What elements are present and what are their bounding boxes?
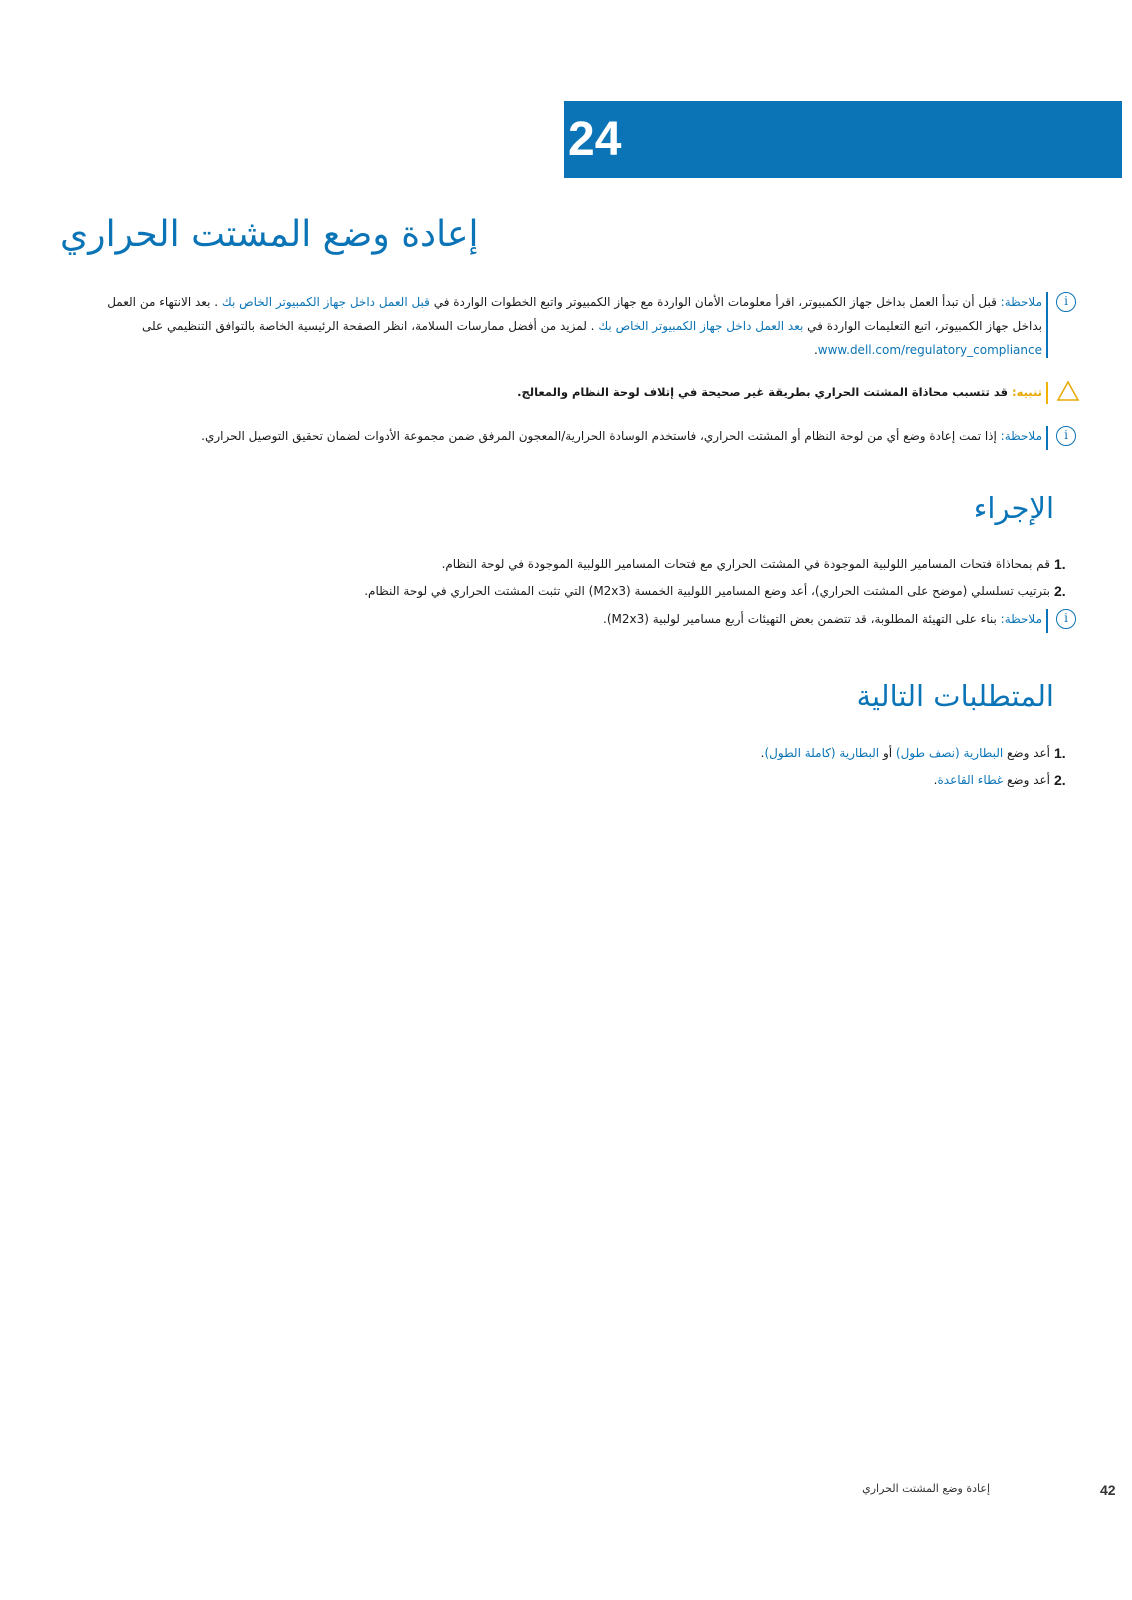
note-text: بناء على التهيئة المطلوبة، قد تتضمن بعض التهيئات أربع مسامير لولبية (M2x3). (603, 612, 1001, 626)
footer-title: إعادة وضع المشتت الحراري (862, 1482, 990, 1495)
step-number: 2. (1054, 583, 1066, 599)
page-number: 42 (1100, 1482, 1116, 1498)
note-text: . لمزيد من أفضل ممارسات السلامة، انظر الصفحة الرئيسية الخاصة بالتوافق التنظيمي على (142, 319, 595, 333)
link-battery-half[interactable]: البطارية (نصف طول) (895, 746, 1004, 760)
warning-triangle-icon (1056, 380, 1080, 402)
link-battery-full[interactable]: البطارية (كاملة الطول) (764, 746, 880, 760)
note-label: ملاحظة: (1000, 612, 1042, 626)
step-text: أو (879, 746, 896, 760)
procedure-heading: الإجراء (973, 491, 1054, 525)
note-bar (1046, 609, 1048, 633)
chapter-number-banner (564, 101, 1122, 178)
link-regulatory-compliance[interactable]: www.dell.com/regulatory_compliance (817, 343, 1042, 357)
page-title: إعادة وضع المشتت الحراري (60, 214, 479, 255)
info-icon: i (1056, 426, 1076, 446)
note-bar (1046, 292, 1048, 358)
post-requisites-heading: المتطلبات التالية (856, 679, 1054, 713)
step-number: 1. (1054, 745, 1066, 761)
note-screws (90, 607, 1068, 631)
step-number: 1. (1054, 556, 1066, 572)
note-text: إذا تمت إعادة وضع أي من لوحة النظام أو المشتت الحراري، فاستخدم الوسادة الحرارية/المعجون المرفق ضمن مجموعة الأدوات لضمان تحقيق التوصيل الحراري. (201, 429, 1001, 443)
note-text: . بعد الانتهاء من العمل بداخل جهاز الكمبيوتر، اتبع التعليمات الواردة في (107, 295, 1042, 333)
note-label: ملاحظة: (1000, 295, 1042, 309)
caution-label: تنبيه: (1012, 385, 1042, 399)
link-base-cover[interactable]: غطاء القاعدة (937, 773, 1004, 787)
link-before-working[interactable]: قبل العمل داخل جهاز الكمبيوتر الخاص بك (221, 295, 430, 309)
post-step-2: 2. أعد وضع غطاء القاعدة. (60, 769, 1050, 791)
step-text: بترتيب تسلسلي (موضح على المشتت الحراري)، أعد وضع المسامير اللولبية الخمسة (M2x3) التي تثبت المشتت الحراري في لوحة النظام. (364, 584, 1050, 598)
info-icon: i (1056, 609, 1076, 629)
caution-block (90, 380, 1050, 404)
info-icon: i (1056, 292, 1076, 312)
step-text: قم بمحاذاة فتحات المسامير اللولبية الموجودة في المشتت الحراري مع فتحات المسامير اللولبية الموجودة في لوحة النظام. (441, 557, 1050, 571)
post-step-1: 1. أعد وضع البطارية (نصف طول) أو البطارية (كاملة الطول). (60, 742, 1050, 764)
procedure-step-2 (60, 580, 1066, 602)
caution-text: قد تتسبب محاذاة المشتت الحراري بطريقة غير صحيحة في إتلاف لوحة النظام والمعالج. (517, 385, 1013, 399)
note-thermal-pad (90, 424, 1068, 448)
link-after-working[interactable]: بعد العمل داخل جهاز الكمبيوتر الخاص بك (598, 319, 804, 333)
step-text: أعد وضع (1003, 773, 1050, 787)
note-label: ملاحظة: (1000, 429, 1042, 443)
step-text: أعد وضع (1003, 746, 1050, 760)
caution-bar (1046, 382, 1048, 404)
note-bar (1046, 426, 1048, 450)
note-text: قبل أن تبدأ العمل بداخل جهاز الكمبيوتر، اقرأ معلومات الأمان الواردة مع جهاز الكمبيوتر واتبع الخطوات الواردة في (429, 295, 997, 309)
step-number: 2. (1054, 772, 1066, 788)
note-safety: i ملاحظة: قبل أن تبدأ العمل بداخل جهاز الكمبيوتر، اقرأ معلومات الأمان الواردة مع جهاز الكمبيوتر واتبع الخطوات الواردة في قبل العمل داخل جهاز الكمبيوتر الخاص بك . بعد الانتهاء من العمل بداخل جهاز الكمبيوتر، اتبع التعليمات الواردة في بعد العمل داخل جهاز الكمبيوتر الخاص بك . لمزيد من أفضل ممارسات السلامة، انظر الصفحة الرئيسية الخاصة بالتوافق التنظيمي على www.dell.com/regulatory_compliance. (90, 290, 1050, 362)
procedure-step-1 (60, 553, 1066, 575)
chapter-number: 24 (568, 113, 622, 166)
